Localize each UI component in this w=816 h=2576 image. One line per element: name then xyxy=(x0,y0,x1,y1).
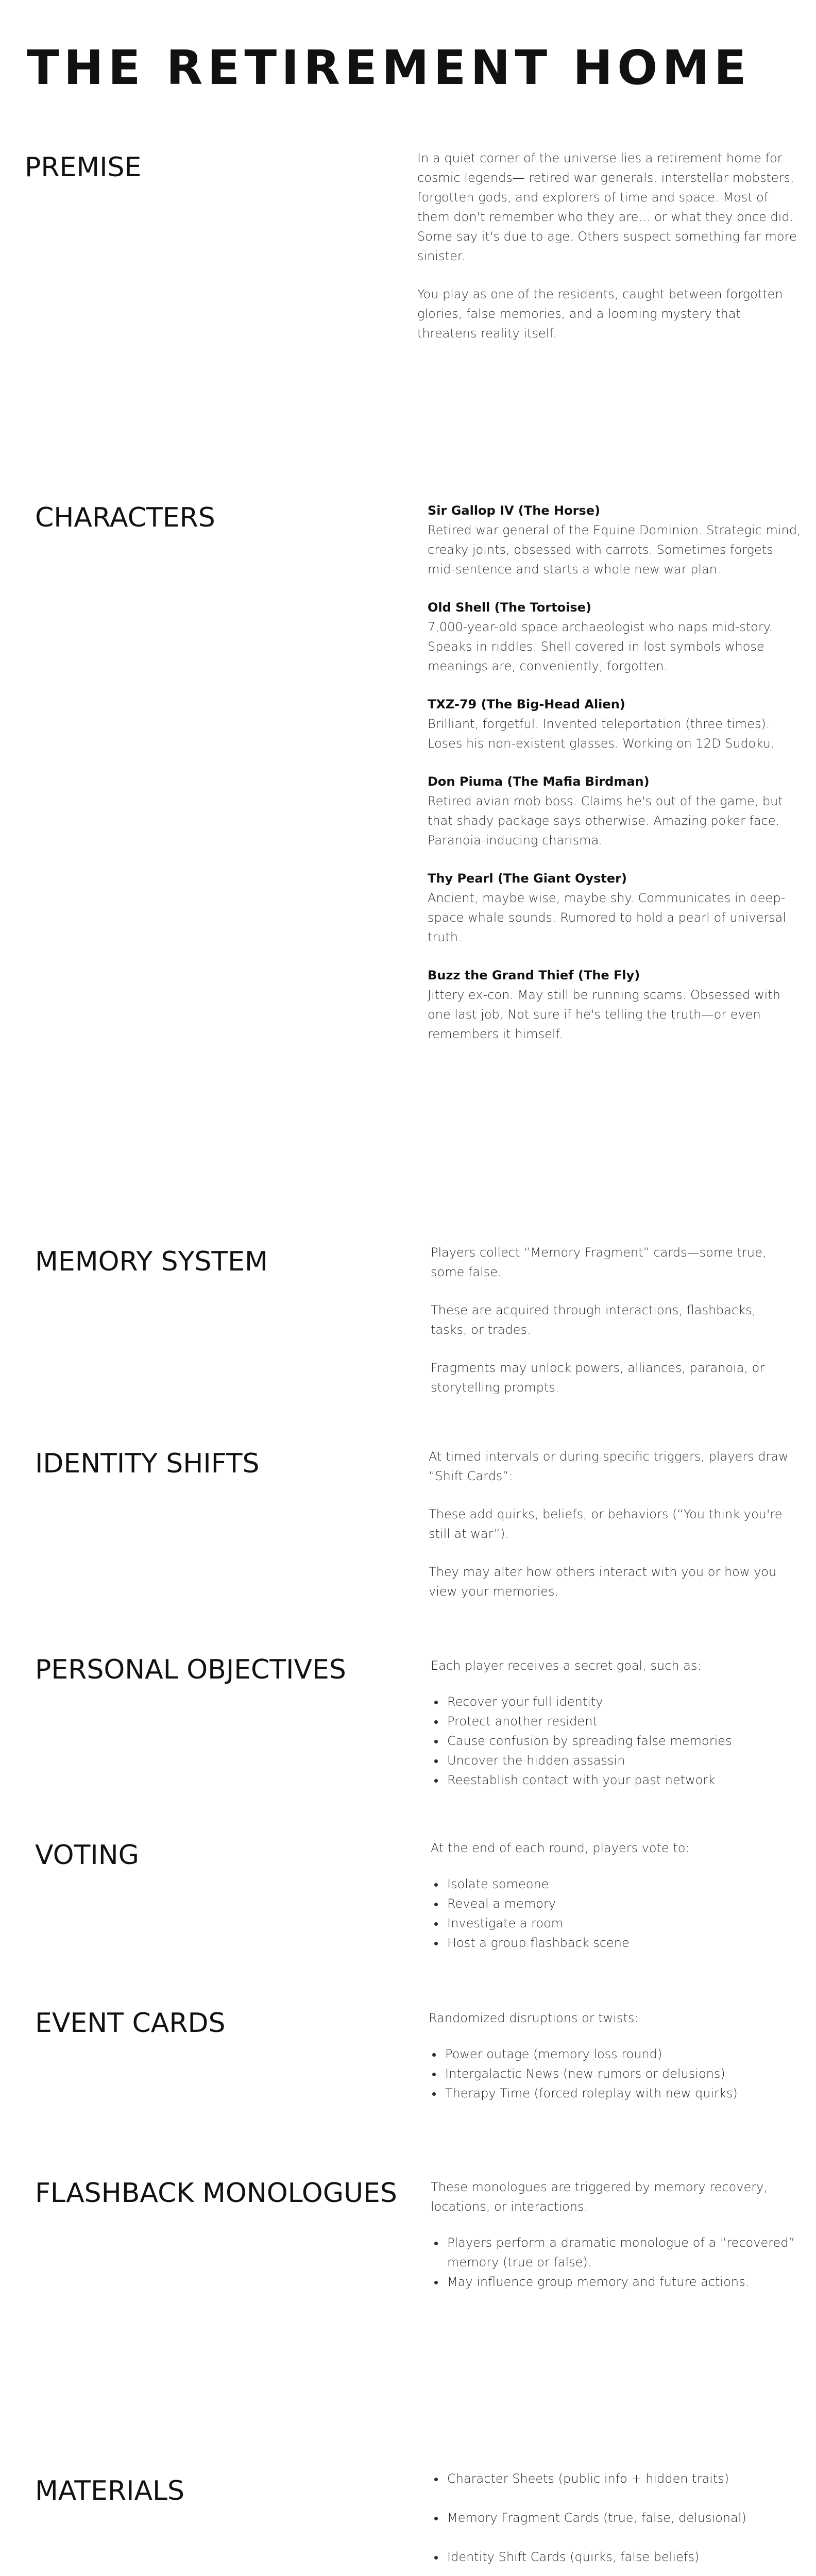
page-title: THE RETIREMENT HOME xyxy=(27,40,751,95)
list-item: • Power outage (memory loss round) xyxy=(443,2044,800,2064)
personal-objectives-body xyxy=(431,1656,791,1790)
character-description: Ancient, maybe wise, maybe shy. Communicates in deep-space whale sounds. Rumored to hold a pearl of universal truth. xyxy=(428,891,787,944)
list-item: • Protect another resident xyxy=(445,1711,791,1731)
character-name: Don Piuma (The Mafia Birdman) xyxy=(428,774,650,789)
premise-body xyxy=(417,148,798,343)
voting-heading: VOTING xyxy=(35,1840,139,1871)
event-cards-heading: EVENT CARDS xyxy=(35,2008,226,2039)
list-item: • Character Sheets (public info + hidden traits) xyxy=(445,2469,802,2488)
character-description: 7,000-year-old space archaeologist who naps mid-story. Speaks in riddles. Shell covered in lost symbols whose meanings are, conveniently, forgotten. xyxy=(428,620,773,673)
memory-system-paragraph: Fragments may unlock powers, alliances, paranoia, or storytelling prompts. xyxy=(431,1361,765,1395)
list-item: • Intergalactic News (new rumors or delusions) xyxy=(443,2064,800,2083)
materials-heading: MATERIALS xyxy=(35,2476,185,2506)
identity-shifts-paragraph: They may alter how others interact with you or how you view your memories. xyxy=(429,1565,777,1599)
character-entry xyxy=(428,869,804,947)
list-item: • Identity Shift Cards (quirks, false beliefs) xyxy=(445,2547,802,2567)
list-item: • May influence group memory and future actions. xyxy=(445,2272,796,2292)
character-entry xyxy=(428,694,804,753)
character-description: Retired war general of the Equine Dominion. Strategic mind, creaky joints, obsessed with carrots. Sometimes forgets mid-sentence and starts a whole new war plan. xyxy=(428,523,801,577)
list-item: • Cause confusion by spreading false memories xyxy=(445,1731,791,1751)
character-entry xyxy=(428,598,804,676)
list-item: • Recover your full identity xyxy=(445,1692,791,1711)
flashback-intro: These monologues are triggered by memory recovery, locations, or interactions. xyxy=(431,2180,768,2214)
premise-heading: PREMISE xyxy=(25,152,142,183)
voting-body xyxy=(431,1838,791,1953)
identity-shifts-body xyxy=(429,1447,805,1601)
voting-list xyxy=(431,1874,791,1953)
character-entry xyxy=(428,772,804,850)
memory-system-heading: MEMORY SYSTEM xyxy=(35,1246,268,1277)
characters-list xyxy=(428,501,804,1062)
personal-objectives-intro: Each player receives a secret goal, such as: xyxy=(431,1658,702,1673)
characters-heading: CHARACTERS xyxy=(35,502,215,533)
event-cards-list xyxy=(429,2044,800,2103)
memory-system-paragraph: Players collect “Memory Fragment” cards—some true, some false. xyxy=(431,1245,767,1279)
character-entry xyxy=(428,501,804,579)
identity-shifts-paragraph: These add quirks, beliefs, or behaviors (“You think you're still at war”). xyxy=(429,1507,783,1541)
event-cards-intro: Randomized disruptions or twists: xyxy=(429,2011,639,2025)
character-description: Retired avian mob boss. Claims he's out of the game, but that shady package says otherwise. Amazing poker face. Paranoia-inducing charisma. xyxy=(428,794,783,848)
list-item: • Uncover the hidden assassin xyxy=(445,1751,791,1770)
identity-shifts-heading: IDENTITY SHIFTS xyxy=(35,1448,260,1479)
list-item: • Reestablish contact with your past network xyxy=(445,1770,791,1790)
list-item: • Reveal a memory xyxy=(445,1894,791,1913)
list-item: • Therapy Time (forced roleplay with new quirks) xyxy=(443,2083,800,2103)
list-item: • Memory Fragment Cards (true, false, delusional) xyxy=(445,2508,802,2528)
character-name: Sir Gallop IV (The Horse) xyxy=(428,503,600,518)
materials-list xyxy=(431,2469,802,2576)
character-name: TXZ-79 (The Big-Head Alien) xyxy=(428,697,625,711)
materials-body xyxy=(431,2469,802,2576)
event-cards-body xyxy=(429,2008,800,2103)
list-item: • Host a group flashback scene xyxy=(445,1933,791,1953)
list-item: • Isolate someone xyxy=(445,1874,791,1894)
character-description: Jittery ex-con. May still be running scams. Obsessed with one last job. Not sure if he's telling the truth—or even remembers it himself. xyxy=(428,988,780,1041)
character-name: Old Shell (The Tortoise) xyxy=(428,600,591,615)
memory-system-paragraph: These are acquired through interactions, flashbacks, tasks, or trades. xyxy=(431,1303,756,1337)
list-item: • Players perform a dramatic monologue of a “recovered” memory (true or false). xyxy=(445,2233,796,2272)
flashback-monologues-body xyxy=(431,2177,796,2292)
premise-paragraph: In a quiet corner of the universe lies a retirement home for cosmic legends— retired war generals, interstellar mobsters, forgotten gods, and explorers of time and space. Most of them don't remember who they are... or what they once did. Some say it's due to age. Others suspect something far more sinister. xyxy=(417,151,797,263)
premise-paragraph: You play as one of the residents, caught between forgotten glories, false memories, and a looming mystery that threatens reality itself. xyxy=(417,287,783,341)
identity-shifts-paragraph: At timed intervals or during specific triggers, players draw “Shift Cards”: xyxy=(429,1449,789,1483)
flashback-list xyxy=(431,2233,796,2292)
memory-system-body xyxy=(431,1243,791,1397)
character-name: Buzz the Grand Thief (The Fly) xyxy=(428,968,640,982)
character-description: Brilliant, forgetful. Invented teleportation (three times). Loses his non-existent glasses. Working on 12D Sudoku. xyxy=(428,717,775,751)
list-item: • Investigate a room xyxy=(445,1913,791,1933)
flashback-monologues-heading: FLASHBACK MONOLOGUES xyxy=(35,2178,397,2209)
personal-objectives-list xyxy=(431,1692,791,1790)
personal-objectives-heading: PERSONAL OBJECTIVES xyxy=(35,1654,346,1685)
voting-intro: At the end of each round, players vote to: xyxy=(431,1841,690,1855)
character-entry xyxy=(428,965,804,1044)
character-name: Thy Pearl (The Giant Oyster) xyxy=(428,871,627,886)
